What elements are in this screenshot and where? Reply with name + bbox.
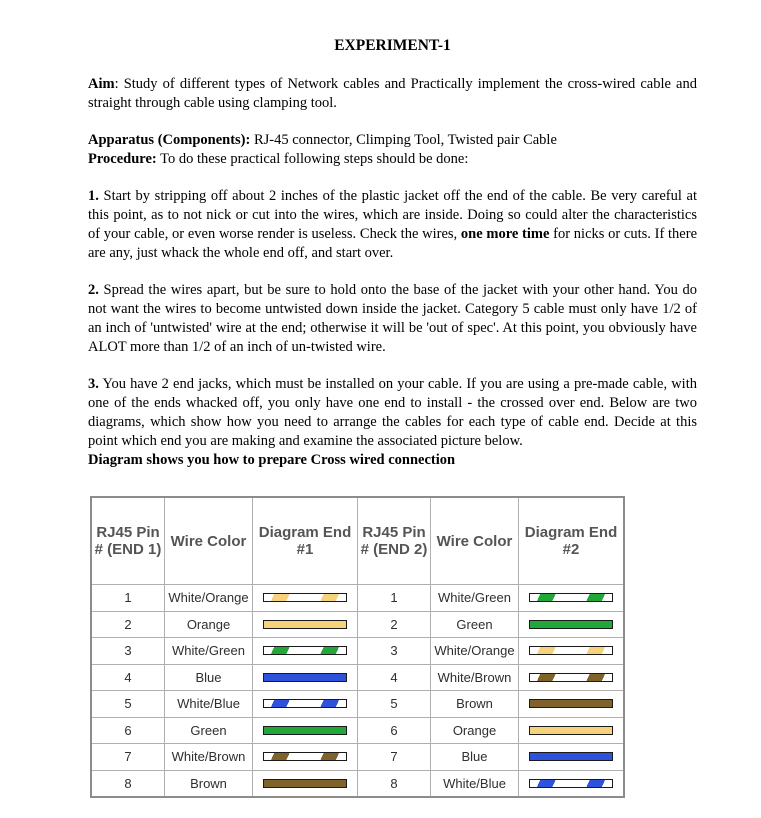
header-diagram-end1: Diagram End #1 <box>253 497 358 585</box>
aim-paragraph <box>88 75 697 113</box>
diagram-end2-cell <box>519 717 625 744</box>
pin-end2-cell: 1 <box>358 585 431 612</box>
wire-color-end1-cell: White/Blue <box>165 691 253 718</box>
diagram-end1-cell <box>253 664 358 691</box>
procedure-paragraph <box>88 150 697 169</box>
wire-diagram-bar <box>263 779 347 788</box>
header-color-end2: Wire Color <box>431 497 519 585</box>
wire-diagram-bar <box>529 593 613 602</box>
pin-end1-cell: 3 <box>91 638 165 665</box>
wire-diagram-bar <box>529 620 613 629</box>
wire-diagram-bar <box>263 646 347 655</box>
wire-diagram-bar <box>529 699 613 708</box>
table-row <box>91 744 624 771</box>
step-2-paragraph <box>88 281 697 357</box>
wire-diagram-bar <box>529 726 613 735</box>
diagram-end1-cell <box>253 585 358 612</box>
wire-diagram-bar <box>263 752 347 761</box>
diagram-end1-cell <box>253 744 358 771</box>
step-1-text-b: for nicks or cuts. If there are any, just whack the whole end off, and start over. <box>88 226 698 261</box>
diagram-end2-cell <box>519 744 625 771</box>
pin-end2-cell: 6 <box>358 717 431 744</box>
wire-diagram-bar <box>529 646 613 655</box>
diagram-end2-cell <box>519 664 625 691</box>
header-diagram-end2: Diagram End #2 <box>519 497 625 585</box>
apparatus-paragraph <box>88 131 697 150</box>
step-2-number: 2. <box>88 282 99 298</box>
apparatus-label: Apparatus (Components): <box>88 132 251 148</box>
diagram-end2-cell <box>519 638 625 665</box>
step-2-text: Spread the wires apart, but be sure to hold onto the base of the jacket with your other hand. You do not want the wires to become untwisted down inside the jacket. Category 5 cable must only have 1/2 of an inch of 'untwisted' wire at the end; otherwise it will be 'out of spec'. At this point, you obviously have ALOT more than 1/2 of an inch of un-twisted wire. <box>88 282 697 355</box>
pin-end1-cell: 7 <box>91 744 165 771</box>
pin-end1-cell: 5 <box>91 691 165 718</box>
wire-color-end2-cell: White/Blue <box>431 770 519 797</box>
aim-text: : Study of different types of Network cables and Practically implement the cross-wired cable and straight through cable using clamping tool. <box>88 76 697 111</box>
table-row <box>91 638 624 665</box>
wire-color-end1-cell: Blue <box>165 664 253 691</box>
diagram-end2-cell <box>519 770 625 797</box>
table-row <box>91 770 624 797</box>
wire-color-end2-cell: White/Brown <box>431 664 519 691</box>
wire-diagram-bar <box>263 699 347 708</box>
table-header-row <box>91 497 624 585</box>
table-row <box>91 664 624 691</box>
diagram-end2-cell <box>519 585 625 612</box>
wire-diagram-bar <box>263 726 347 735</box>
pin-end1-cell: 2 <box>91 611 165 638</box>
pin-end2-cell: 2 <box>358 611 431 638</box>
pin-end2-cell: 3 <box>358 638 431 665</box>
pin-end2-cell: 4 <box>358 664 431 691</box>
header-pin-end1: RJ45 Pin # (END 1) <box>91 497 165 585</box>
wire-color-end2-cell: White/Green <box>431 585 519 612</box>
pin-end1-cell: 8 <box>91 770 165 797</box>
procedure-label: Procedure: <box>88 151 157 167</box>
step-1-text-a: Start by stripping off about 2 inches of the plastic jacket off the end of the cable. Be very careful at this point, as to not nick or cut into the wires, which are inside. Doing so could alter the characteristics of your cable, or even worse render is useless. Check the wires, <box>88 188 697 242</box>
pin-end2-cell: 7 <box>358 744 431 771</box>
wire-diagram-bar <box>529 752 613 761</box>
diagram-end1-cell <box>253 611 358 638</box>
pinout-table-body <box>91 585 624 798</box>
pin-end2-cell: 8 <box>358 770 431 797</box>
wire-color-end1-cell: Orange <box>165 611 253 638</box>
apparatus-text: RJ-45 connector, Climping Tool, Twisted pair Cable <box>250 132 557 148</box>
wire-diagram-bar <box>529 673 613 682</box>
diagram-caption-text: Diagram shows you how to prepare Cross wired connection <box>88 452 456 468</box>
header-pin-end2: RJ45 Pin # (END 2) <box>358 497 431 585</box>
wire-color-end1-cell: White/Brown <box>165 744 253 771</box>
wire-diagram-bar <box>529 779 613 788</box>
wire-color-end2-cell: White/Orange <box>431 638 519 665</box>
wire-color-end1-cell: White/Green <box>165 638 253 665</box>
step-3-number: 3. <box>88 376 99 392</box>
pin-end1-cell: 1 <box>91 585 165 612</box>
document-page <box>88 37 697 470</box>
table-row <box>91 611 624 638</box>
pin-end2-cell: 5 <box>358 691 431 718</box>
step-1-bold: one more time <box>460 226 550 242</box>
wire-color-end1-cell: Green <box>165 717 253 744</box>
aim-label: Aim <box>88 76 115 92</box>
pin-end1-cell: 6 <box>91 717 165 744</box>
diagram-caption <box>88 451 697 470</box>
wire-color-end2-cell: Green <box>431 611 519 638</box>
diagram-end1-cell <box>253 638 358 665</box>
wire-color-end1-cell: Brown <box>165 770 253 797</box>
step-1-number: 1. <box>88 188 99 204</box>
step-1-paragraph <box>88 187 697 263</box>
diagram-end1-cell <box>253 770 358 797</box>
diagram-end2-cell <box>519 611 625 638</box>
wire-color-end2-cell: Orange <box>431 717 519 744</box>
table-row <box>91 585 624 612</box>
page-title: EXPERIMENT-1 <box>334 37 451 54</box>
procedure-text: To do these practical following steps should be done: <box>156 151 469 167</box>
pin-end1-cell: 4 <box>91 664 165 691</box>
step-3-paragraph <box>88 375 697 451</box>
table-row <box>91 691 624 718</box>
wire-diagram-bar <box>263 620 347 629</box>
step-3-text: You have 2 end jacks, which must be installed on your cable. If you are using a pre-made cable, with one of the ends whacked off, you only have one end to install - the crossed over end. Below are two diagrams, which show how you need to arrange the cables for each type of cable end. Decide at this point which end you are making and examine the associated picture below. <box>88 376 697 449</box>
wire-diagram-bar <box>263 673 347 682</box>
wire-diagram-bar <box>263 593 347 602</box>
header-color-end1: Wire Color <box>165 497 253 585</box>
pinout-table <box>90 496 625 798</box>
diagram-end1-cell <box>253 717 358 744</box>
table-row <box>91 717 624 744</box>
wire-color-end1-cell: White/Orange <box>165 585 253 612</box>
wire-color-end2-cell: Brown <box>431 691 519 718</box>
wire-color-end2-cell: Blue <box>431 744 519 771</box>
diagram-end2-cell <box>519 691 625 718</box>
diagram-end1-cell <box>253 691 358 718</box>
